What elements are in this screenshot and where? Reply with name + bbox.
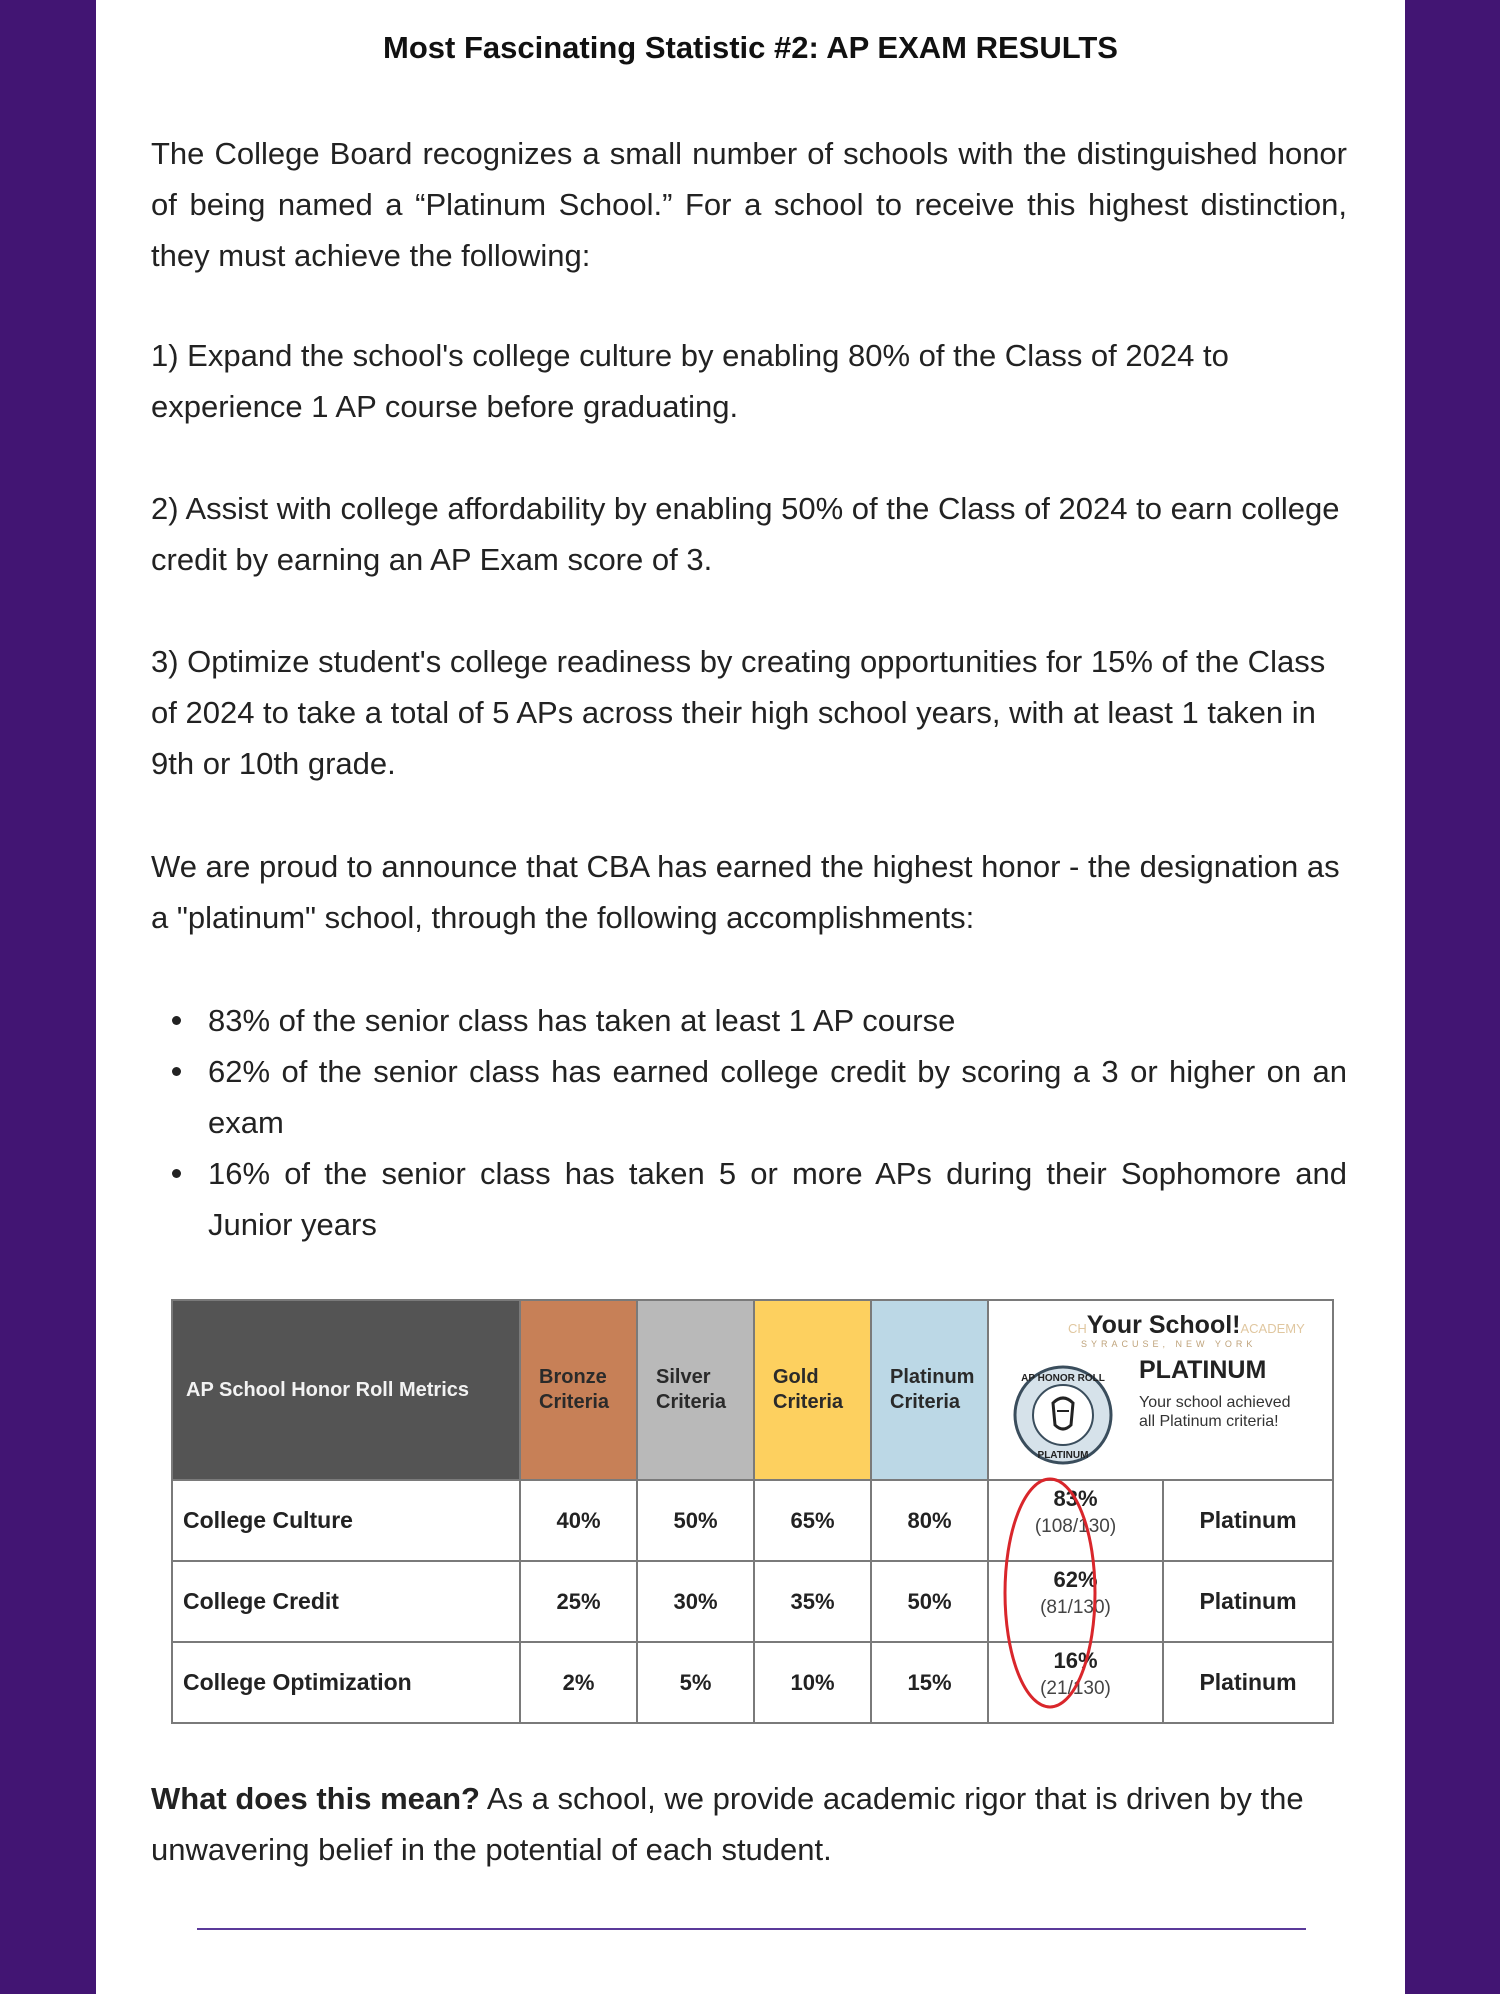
intro-paragraph: The College Board recognizes a small number of schools with the distinguished honor of being named a “Platinum School.” For a school to receive this highest distinction, they must achieve the following: <box>151 136 1347 273</box>
accomplishments-list <box>151 995 1347 1250</box>
list-item: 83% of the senior class has taken at least 1 AP course <box>151 995 1347 1046</box>
closing-question: What does this mean? <box>151 1781 480 1816</box>
platinum-badge <box>988 1300 1333 1480</box>
announcement-paragraph: We are proud to announce that CBA has earned the highest honor - the designation as a "platinum" school, through the following accomplishments: <box>151 849 1340 935</box>
header-gold-criteria: Gold Criteria <box>754 1300 871 1480</box>
header-silver-criteria: Silver Criteria <box>637 1300 754 1480</box>
header-platinum-criteria: Platinum Criteria <box>871 1300 988 1480</box>
status-badge: Platinum <box>1163 1480 1333 1561</box>
newsletter-page <box>96 0 1405 1994</box>
header-metrics-label: AP School Honor Roll Metrics <box>172 1300 520 1480</box>
badge-city: SYRACUSE, NEW YORK <box>1081 1339 1257 1349</box>
honor-roll-table-image <box>171 1299 1332 1714</box>
seal-top-text: AP HONOR ROLL <box>1021 1373 1105 1384</box>
criterion-3: 3) Optimize student's college readiness by creating opportunities for 15% of the Class of 2024 to take a total of 5 APs across their high school years, with at least 1 taken in 9th or 10th grade. <box>151 644 1326 781</box>
divider <box>197 1928 1306 1930</box>
status-badge: Platinum <box>1163 1561 1333 1642</box>
list-item: 16% of the senior class has taken 5 or more APs during their Sophomore and Junior years <box>151 1148 1347 1250</box>
bullet-icon <box>172 1016 181 1025</box>
table-row: College Culture 40% 50% 65% 80% 83% (108/130) Platinum <box>172 1480 1333 1561</box>
your-result: 16% (21/130) <box>988 1642 1163 1723</box>
criterion-2: 2) Assist with college affordability by enabling 50% of the Class of 2024 to earn college credit by earning an AP Exam score of 3. <box>151 491 1340 577</box>
header-bronze-criteria: Bronze Criteria <box>520 1300 637 1480</box>
badge-achieved-text: Your school achieved all Platinum criteria! <box>1139 1394 1291 1430</box>
seal-bottom-text: PLATINUM <box>1037 1450 1089 1461</box>
list-item: 62% of the senior class has earned college credit by scoring a 3 or higher on an exam <box>151 1046 1347 1148</box>
bullet-icon <box>172 1169 181 1178</box>
section-title: Most Fascinating Statistic #2: AP EXAM RESULTS <box>383 30 1118 65</box>
your-result: 83% (108/130) <box>988 1480 1163 1561</box>
closing-paragraph: What does this mean? As a school, we provide academic rigor that is driven by the unwavering belief in the potential of each student. <box>151 1781 1304 1867</box>
badge-level: PLATINUM <box>1139 1356 1267 1384</box>
your-result: 62% (81/130) <box>988 1561 1163 1642</box>
badge-school-name: CHYour School!ACADEMY <box>1068 1311 1305 1339</box>
criterion-1: 1) Expand the school's college culture by enabling 80% of the Class of 2024 to experience 1 AP course before graduating. <box>151 338 1229 424</box>
bullet-icon <box>172 1067 181 1076</box>
status-badge: Platinum <box>1163 1642 1333 1723</box>
honor-roll-table <box>171 1299 1334 1724</box>
table-row: College Credit 25% 30% 35% 50% 62% (81/130) Platinum <box>172 1561 1333 1642</box>
ap-honor-roll-seal-icon <box>1007 1363 1119 1467</box>
table-row: College Optimization 2% 5% 10% 15% 16% (21/130) Platinum <box>172 1642 1333 1723</box>
